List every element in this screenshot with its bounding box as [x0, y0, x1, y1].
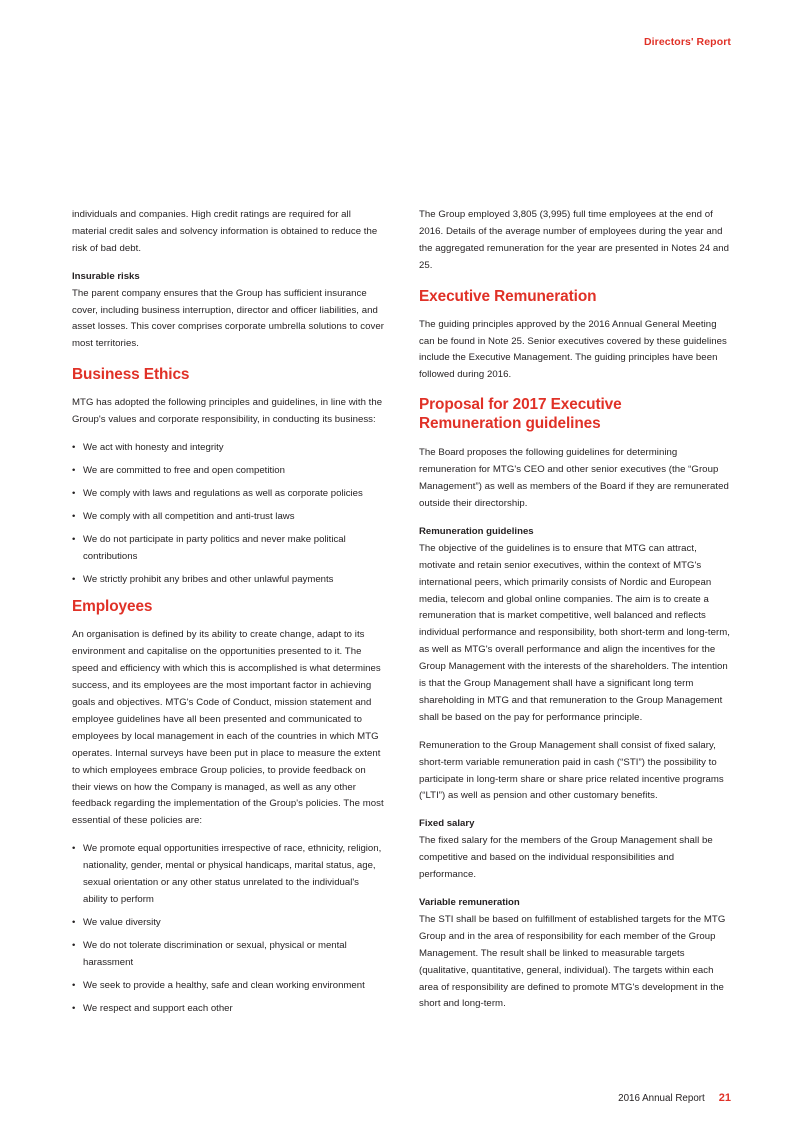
remuneration-guidelines-heading: Remuneration guidelines — [419, 525, 534, 537]
employees-policy-list — [72, 841, 384, 1017]
insurable-risks-heading: Insurable risks — [72, 270, 140, 282]
insurable-risks-paragraph: The parent company ensures that the Group has sufficient insurance cover, including business interruption, director and officer liabilities, and asset losses. This cover comprises corporate umbrella solutions to cover most territories. — [72, 287, 385, 350]
right-column — [419, 207, 731, 1023]
employee-numbers-paragraph: The Group employed 3,805 (3,995) full time employees at the end of 2016. Details of the average number of employees during the year and the aggregated remuneration for the year are presented in Notes 24 and 25. — [419, 209, 730, 271]
footer-report-label: 2016 Annual Report — [618, 1093, 705, 1104]
variable-remuneration-paragraph: The STI shall be based on fulfillment of established targets for the MTG Group and in the area of responsibility for each member of the Group Management. The result shall be linked to measurable targets (qualitative, quantitative, general, individual). The targets within each area of responsibility are defined to promote MTG's development in the short and long-term. — [419, 913, 726, 1010]
two-column-body — [72, 207, 731, 1023]
list-item: • We act with honesty and integrity — [72, 440, 384, 457]
remuneration-guidelines-paragraph-1: The objective of the guidelines is to ensure that MTG can attract, motivate and retain senior executives, within the context of MTG's international peers, which primarily consists of Nordic and European media, telecom and global online companies. The aim is to create a remuneration that is market competitive, well balanced and reflects individual performance and responsibility, both short-term and long-term, as well as MTG's overall performance and align the incentives for the Group Management with the interests of the shareholders. The intention is that the Group Management shall have a significant long term shareholding in MTG and that remuneration to the Group Management shall be based on the pay for performance principle. — [419, 542, 731, 723]
page-footer — [618, 1092, 731, 1104]
list-item: • We promote equal opportunities irrespective of race, ethnicity, religion, nationality, gender, mental or physical handicaps, marital status, age, sexual orientation or any other status unrelated to the individual's ability to perform — [72, 841, 384, 909]
list-item: • We comply with all competition and anti-trust laws — [72, 509, 384, 526]
proposal-heading — [419, 395, 731, 433]
list-item: • We strictly prohibit any bribes and other unlawful payments — [72, 572, 384, 589]
business-ethics-heading: Business Ethics — [72, 366, 190, 384]
business-ethics-list — [72, 440, 384, 588]
list-item: • We value diversity — [72, 915, 384, 932]
executive-remuneration-paragraph: The guiding principles approved by the 2016 Annual General Meeting can be found in Note 25. Senior executives covered by these guidelines include the Executive Management. The guiding principles have been followed during 2016. — [419, 318, 727, 381]
fixed-salary-paragraph: The fixed salary for the members of the Group Management shall be competitive and based on the individual responsibilities and performance. — [419, 835, 713, 881]
remuneration-guidelines-paragraph-2: Remuneration to the Group Management shall consist of fixed salary, short-term variable remuneration paid in cash (“STI”) the possibility to participate in long-term share or share price related incentive programs (“LTI”) as well as pension and other customary benefits. — [419, 739, 724, 802]
list-item: • We comply with laws and regulations as well as corporate policies — [72, 486, 384, 503]
variable-remuneration-heading: Variable remuneration — [419, 897, 520, 908]
proposal-heading-line-2: Remuneration guidelines — [419, 415, 601, 433]
list-item: • We respect and support each other — [72, 1001, 384, 1018]
business-ethics-intro: MTG has adopted the following principles and guidelines, in line with the Group's values and corporate responsibility, in conducting its business: — [72, 397, 383, 426]
left-column — [72, 207, 384, 1023]
fixed-salary-heading: Fixed salary — [419, 818, 475, 830]
list-item: • We do not tolerate discrimination or sexual, physical or mental harassment — [72, 938, 384, 972]
list-item: • We seek to provide a healthy, safe and clean working environment — [72, 978, 384, 995]
footer-page-number: 21 — [718, 1092, 731, 1104]
employees-paragraph: An organisation is defined by its ability to create change, adapt to its environment and capitalise on the opportunities presented to it. The speed and efficiency with which this is accomplished is what determines success, and its employees are the most important factor in achieving goals and objectives. MTG's Code of Conduct, mission statement and employee guidelines have all been presented and communicated to employees by local management in each of the countries in which MTG operates. Internal surveys have been put in place to measure the extent to which employees embrace Group policies, to provide feedback on their views on how the Company is managed, as well as any other feedback regarding the implementation of the Group's policies. The most essential of these policies are: — [72, 629, 384, 827]
executive-remuneration-heading: Executive Remuneration — [419, 287, 597, 305]
employees-heading: Employees — [72, 598, 153, 616]
proposal-intro-paragraph: The Board proposes the following guidelines for determining remuneration for MTG's CEO and other senior executives (the “Group Management”) as well as members of the Board if they are remunerated outside their directorship. — [419, 447, 729, 509]
list-item: • We are committed to free and open competition — [72, 463, 384, 480]
continued-paragraph: individuals and companies. High credit ratings are required for all material credit sales and solvency information is obtained to reduce the risk of bad debt. — [72, 209, 378, 254]
running-header: Directors' Report — [643, 36, 731, 48]
proposal-heading-line-1: Proposal for 2017 Executive — [419, 396, 622, 414]
list-item: • We do not participate in party politics and never make political contributions — [72, 532, 384, 566]
